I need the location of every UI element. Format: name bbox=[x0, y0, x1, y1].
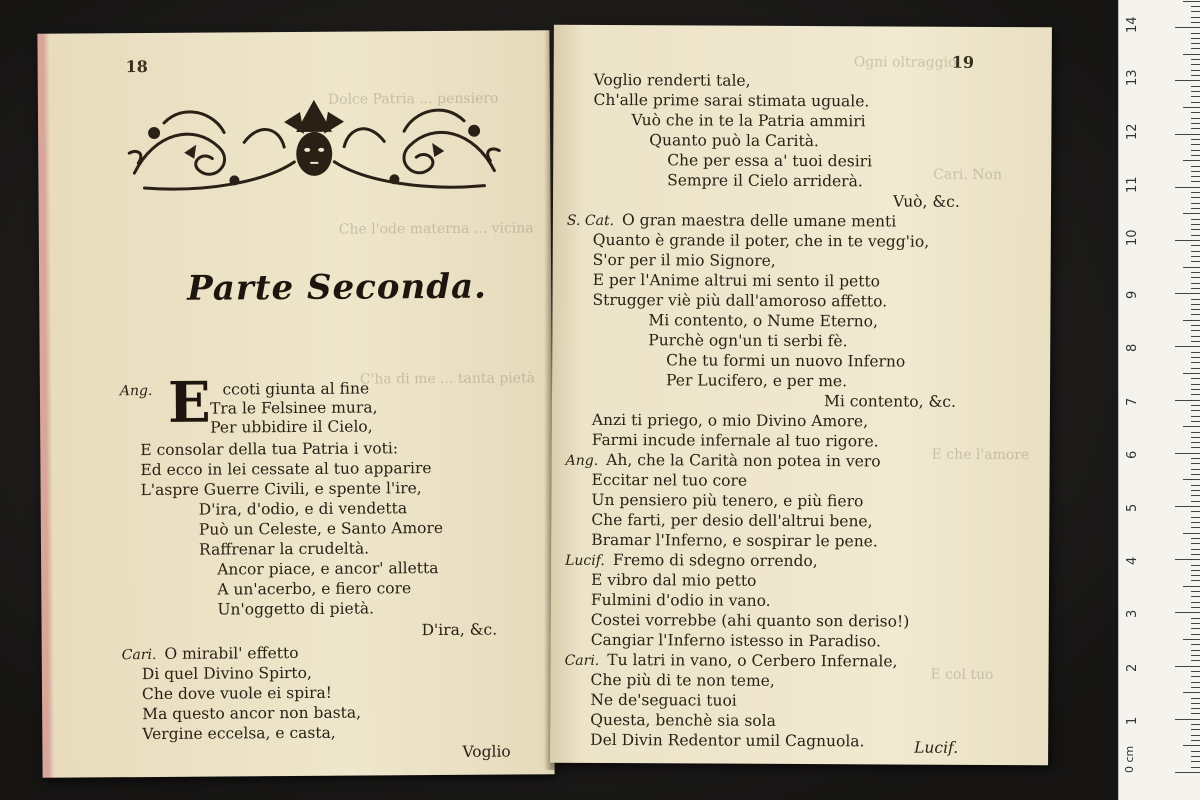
ruler-tick bbox=[1191, 245, 1200, 246]
ruler-tick bbox=[1191, 314, 1200, 315]
ruler-tick bbox=[1175, 453, 1200, 454]
ruler-tick bbox=[1191, 527, 1200, 528]
ruler-tick bbox=[1191, 655, 1200, 656]
text-line: Lucif. Fremo di sdegno orrendo, bbox=[565, 551, 818, 571]
text-line: Che farti, per desio dell'altrui bene, bbox=[591, 510, 873, 531]
ruler-tick bbox=[1191, 325, 1200, 326]
ruler-tick bbox=[1191, 416, 1200, 417]
text-line: Quanto può la Carità. bbox=[649, 131, 819, 151]
text-line: Che dove vuole ei spira! bbox=[141, 683, 333, 704]
ruler-tick bbox=[1191, 11, 1200, 12]
ruler-tick bbox=[1191, 33, 1200, 34]
ruler-tick bbox=[1191, 43, 1200, 44]
ruler-tick bbox=[1191, 86, 1200, 87]
ruler-tick bbox=[1175, 506, 1200, 507]
right-page-number: 19 bbox=[951, 52, 975, 72]
ruler-tick bbox=[1191, 698, 1200, 699]
ruler-tick bbox=[1183, 639, 1200, 640]
ruler-number: 11 bbox=[1125, 176, 1140, 193]
text-line: S. Cat. O gran maestra delle umane menti bbox=[566, 211, 897, 231]
ruler-tick bbox=[1191, 650, 1200, 651]
ruler-tick bbox=[1191, 596, 1200, 597]
ruler-tick bbox=[1191, 761, 1200, 762]
ruler-tick bbox=[1191, 272, 1200, 273]
text-line: Ch'alle prime sarai stimata uguale. bbox=[593, 90, 870, 111]
ruler-tick bbox=[1183, 533, 1200, 534]
text-line: Ancor piace, e ancor' alletta bbox=[217, 559, 439, 579]
text-line: Mi contento, &c. bbox=[823, 392, 956, 411]
ruler-tick bbox=[1191, 602, 1200, 603]
ruler-tick bbox=[1191, 144, 1200, 145]
ruler-tick bbox=[1191, 469, 1200, 470]
ruler-tick bbox=[1191, 767, 1200, 768]
ruler-tick bbox=[1183, 213, 1200, 214]
ruler-tick bbox=[1191, 575, 1200, 576]
ruler-tick bbox=[1191, 724, 1200, 725]
ruler-tick bbox=[1191, 634, 1200, 635]
ruler-tick bbox=[1183, 426, 1200, 427]
ruler-tick bbox=[1191, 330, 1200, 331]
text-line: Per ubbidire il Cielo, bbox=[210, 417, 373, 437]
ruler-tick bbox=[1191, 713, 1200, 714]
ruler-unit-label: 0 cm bbox=[1123, 745, 1136, 773]
ruler-tick bbox=[1191, 38, 1200, 39]
ruler-tick bbox=[1191, 283, 1200, 284]
text-line: Anzi ti priego, o mio Divino Amore, bbox=[591, 410, 869, 431]
ruler-tick bbox=[1175, 134, 1200, 135]
ruler-tick bbox=[1191, 394, 1200, 395]
text-line: Ang. Ah, che la Carità non potea in vero bbox=[565, 450, 881, 471]
ruler-tick bbox=[1191, 208, 1200, 209]
ruler-tick bbox=[1175, 400, 1200, 401]
ruler-tick bbox=[1191, 421, 1200, 422]
ruler-number: 1 bbox=[1125, 716, 1140, 725]
ruler-tick bbox=[1191, 299, 1200, 300]
ruler-tick bbox=[1191, 554, 1200, 555]
ruler-tick bbox=[1183, 160, 1200, 161]
text-line: Un'oggetto di pietà. bbox=[217, 599, 375, 619]
text-line: Vuò che in te la Patria ammiri bbox=[631, 111, 866, 131]
text-line: Purchè ogn'un ti serbi fè. bbox=[648, 331, 848, 351]
ruler-number: 7 bbox=[1125, 397, 1140, 406]
text-line: Un pensiero più tenero, e più fiero bbox=[591, 490, 864, 511]
catchword: Lucif. bbox=[914, 738, 959, 757]
ruler-tick bbox=[1191, 102, 1200, 103]
text-line: Cari. Tu latri in vano, o Cerbero Infernale, bbox=[564, 650, 898, 671]
ruler-tick bbox=[1191, 447, 1200, 448]
text-line: Tra le Felsinee mura, bbox=[209, 398, 378, 418]
ruler-tick bbox=[1191, 96, 1200, 97]
ruler-tick bbox=[1175, 27, 1200, 28]
ruler-number: 13 bbox=[1125, 69, 1140, 87]
ruler-tick bbox=[1191, 644, 1200, 645]
text-line: Costei vorrebbe (ahi quanto son deriso!) bbox=[590, 610, 910, 631]
text-line: Ma questo ancor non basta, bbox=[142, 703, 362, 724]
ruler-tick bbox=[1191, 261, 1200, 262]
ruler-tick bbox=[1183, 745, 1200, 746]
text-line: Può un Celeste, e Santo Amore bbox=[198, 518, 444, 539]
text-line: D'ira, d'odio, e di vendetta bbox=[198, 499, 408, 519]
ruler-tick bbox=[1191, 682, 1200, 683]
text-line: Per Lucifero, e per me. bbox=[666, 371, 848, 391]
ruler-tick bbox=[1183, 54, 1200, 55]
ruler-tick bbox=[1191, 22, 1200, 23]
ruler-tick bbox=[1191, 6, 1200, 7]
ruler-tick bbox=[1191, 580, 1200, 581]
ruler-tick bbox=[1191, 735, 1200, 736]
ruler-tick bbox=[1191, 463, 1200, 464]
ruler-tick bbox=[1191, 357, 1200, 358]
right-page: 19 Ogni oltraggio Cari. Non E che l'amore E col tuo Voglio renderti tale, Ch'alle prime sarai stimata uguale. Vuò che in te la Patria ammiri Quanto può la Carità. Che per essa a' tuoi desiri Sempre il Cielo arriderà. Vuò, &c. S. Cat. O gran maestra delle umane menti Quanto è grande il poter, che in te vegg'io, S'or per il mio Signore, E per l'Anime altrui mi sento il petto Strugger viè più dall'amoroso affetto. Mi contento, o Nume Eterno, Purchè ogn'un ti serbi fè. Che tu formi un nuovo Inferno Per Lucifero, e per me. Mi contento, &c. Anzi ti priego, o mio Divino Amore, Farmi incude infernale al tuo rigore. Ang. Ah, che la Carità non potea in vero Eccitar nel tuo core Un pensiero più tenero, e più fiero Che farti, per desio dell'altrui bene, Bramar l'Inferno, e sospirar le pene. Lucif. Fremo di sdegno orrendo, E vibro dal mio petto Fulmini d'odio in vano. Costei vorrebbe (ahi quanto son deriso!) Cangiar l'Inferno istesso in Paradiso. Cari. Tu latri in vano, o Cerbero Infernale, Che più di te non teme, Ne de'seguaci tuoi Questa, benchè sia sola Del Divin Redentor umil Cagnuola. Lucif. bbox=[550, 25, 1052, 766]
ruler-tick bbox=[1191, 538, 1200, 539]
catchword: Voglio bbox=[462, 742, 511, 761]
ruler-tick bbox=[1191, 671, 1200, 672]
left-page-number: 18 bbox=[125, 57, 148, 77]
ruler-number: 6 bbox=[1125, 450, 1140, 459]
ruler-tick bbox=[1191, 676, 1200, 677]
ruler-tick bbox=[1191, 17, 1200, 18]
ruler-number: 10 bbox=[1125, 229, 1140, 246]
ruler-tick bbox=[1191, 628, 1200, 629]
ruler-tick bbox=[1191, 341, 1200, 342]
text-line: D'ira, &c. bbox=[421, 620, 498, 640]
ruler-tick bbox=[1191, 288, 1200, 289]
ruler-tick bbox=[1191, 756, 1200, 757]
text-line: Sempre il Cielo arriderà. bbox=[667, 171, 863, 191]
text-line: Questa, benchè sia sola bbox=[590, 710, 776, 730]
ruler-tick bbox=[1191, 91, 1200, 92]
ruler-tick bbox=[1191, 64, 1200, 65]
ruler-tick bbox=[1191, 203, 1200, 204]
ruler-tick bbox=[1191, 192, 1200, 193]
text-line: Di quel Divino Spirto, bbox=[141, 663, 312, 684]
ruler-number: 4 bbox=[1125, 556, 1140, 566]
ruler-tick bbox=[1191, 437, 1200, 438]
ruler-tick bbox=[1191, 729, 1200, 730]
ruler-tick bbox=[1191, 139, 1200, 140]
ruler-tick bbox=[1191, 511, 1200, 512]
text-line: Strugger viè più dall'amoroso affetto. bbox=[592, 290, 888, 311]
text-line: E vibro dal mio petto bbox=[590, 570, 757, 590]
ruler-tick bbox=[1191, 623, 1200, 624]
text-line: Bramar l'Inferno, e sospirar le pene. bbox=[591, 530, 878, 551]
ruler-tick bbox=[1175, 719, 1200, 720]
ruler-tick bbox=[1191, 128, 1200, 129]
ruler-tick bbox=[1175, 666, 1200, 667]
ruler-tick bbox=[1175, 559, 1200, 560]
ruler-tick bbox=[1191, 378, 1200, 379]
ruler-tick bbox=[1191, 256, 1200, 257]
ruler-tick bbox=[1175, 772, 1200, 773]
ruler-tick bbox=[1191, 304, 1200, 305]
left-page: 18 Parte Seconda. Dolce Patria ... pensiero Che l'ode materna ... vicina C'ha di me ... tanta pietà E Ang. ccoti giunta al fine Tra le Felsinee mura, Per ubbidire il Cielo, E consolar della tua Patria i voti: Ed ecco in lei cessate al tuo apparire L'aspre Guerre Civili, e spente l'ire, D'ira, d'odio, e di vendetta Può un Celeste, e Santo Amore Raffrenar la crudeltà. Ancor piace, e ancor' alletta A un'acerbo, e fiero core Un'oggetto di pietà. D'ira, &c. Cari. O mirabil' effetto Di quel Divino Spirto, Che dove vuole ei spira! Ma questo ancor non basta, Vergine eccelsa, e casta, Voglio bbox=[37, 30, 554, 778]
ruler-tick bbox=[1191, 389, 1200, 390]
ruler-tick bbox=[1183, 107, 1200, 108]
ruler-tick bbox=[1191, 410, 1200, 411]
ruler-tick bbox=[1191, 229, 1200, 230]
ruler-tick bbox=[1175, 612, 1200, 613]
ruler-tick bbox=[1191, 155, 1200, 156]
ruler-tick bbox=[1191, 570, 1200, 571]
ruler-tick bbox=[1191, 490, 1200, 491]
ruler-number: 14 bbox=[1125, 16, 1140, 34]
text-line: Del Divin Redentor umil Cagnuola. bbox=[590, 730, 865, 751]
ruler-tick bbox=[1183, 586, 1200, 587]
ruler-tick bbox=[1191, 517, 1200, 518]
ruler-tick bbox=[1191, 181, 1200, 182]
ruler-tick bbox=[1183, 320, 1200, 321]
ruler-tick bbox=[1191, 485, 1200, 486]
ruler-tick bbox=[1191, 618, 1200, 619]
ruler-tick bbox=[1191, 224, 1200, 225]
drop-cap: E bbox=[167, 369, 211, 436]
ruler-tick bbox=[1191, 543, 1200, 544]
text-line: E per l'Anime altrui mi sento il petto bbox=[592, 270, 881, 291]
text-line: Cangiar l'Inferno istesso in Paradiso. bbox=[590, 630, 881, 651]
text-line: Raffrenar la crudeltà. bbox=[198, 539, 370, 559]
ruler-tick bbox=[1191, 384, 1200, 385]
ruler-tick bbox=[1191, 70, 1200, 71]
ruler-tick bbox=[1175, 80, 1200, 81]
ruler-tick bbox=[1191, 751, 1200, 752]
ruler-tick bbox=[1175, 240, 1200, 241]
ruler-tick bbox=[1191, 48, 1200, 49]
ruler-tick bbox=[1191, 687, 1200, 688]
ruler-tick bbox=[1191, 112, 1200, 113]
ruler-tick bbox=[1191, 522, 1200, 523]
ruler-tick bbox=[1191, 176, 1200, 177]
ruler-tick bbox=[1175, 187, 1200, 188]
text-line: Ne de'seguaci tuoi bbox=[590, 690, 737, 710]
text-line: E consolar della tua Patria i voti: bbox=[140, 439, 399, 460]
ruler-tick bbox=[1183, 692, 1200, 693]
text-line: Ang. ccoti giunta al fine bbox=[119, 379, 370, 400]
ruler-tick bbox=[1183, 479, 1200, 480]
ruler-number: 5 bbox=[1125, 503, 1140, 512]
ruler-tick bbox=[1191, 591, 1200, 592]
ruler-tick bbox=[1175, 293, 1200, 294]
text-line: Mi contento, o Nume Eterno, bbox=[648, 311, 878, 331]
text-line: Che per essa a' tuoi desiri bbox=[667, 151, 873, 171]
ruler-tick bbox=[1191, 150, 1200, 151]
ruler-tick bbox=[1183, 373, 1200, 374]
ruler-tick bbox=[1191, 565, 1200, 566]
text-line: Che tu formi un nuovo Inferno bbox=[666, 351, 906, 371]
ruler-tick bbox=[1175, 346, 1200, 347]
text-line: Cari. O mirabil' effetto bbox=[121, 643, 299, 664]
ruler-tick bbox=[1191, 362, 1200, 363]
measurement-ruler bbox=[1118, 0, 1200, 800]
ruler-tick bbox=[1191, 59, 1200, 60]
ruler-number: 9 bbox=[1125, 290, 1140, 300]
text-line: Fulmini d'odio in vano. bbox=[590, 590, 771, 610]
text-line: Vuò, &c. bbox=[892, 192, 960, 211]
text-line: S'or per il mio Signore, bbox=[592, 250, 776, 270]
ruler-tick bbox=[1191, 740, 1200, 741]
ruler-tick bbox=[1191, 171, 1200, 172]
ruler-tick bbox=[1191, 495, 1200, 496]
ruler-tick bbox=[1191, 368, 1200, 369]
ruler-tick bbox=[1191, 197, 1200, 198]
ruler-tick bbox=[1191, 118, 1200, 119]
text-line: A un'acerbo, e fiero core bbox=[217, 579, 412, 599]
ruler-tick bbox=[1191, 336, 1200, 337]
ruler-tick bbox=[1191, 432, 1200, 433]
ruler-tick bbox=[1191, 405, 1200, 406]
ruler-tick bbox=[1191, 277, 1200, 278]
ruler-number: 12 bbox=[1125, 123, 1140, 140]
ruler-tick bbox=[1191, 442, 1200, 443]
text-line: L'aspre Guerre Civili, e spente l'ire, bbox=[140, 479, 422, 500]
text-line: Ed ecco in lei cessate al tuo apparire bbox=[140, 459, 432, 480]
ruler-number: 3 bbox=[1125, 610, 1140, 619]
ruler-tick bbox=[1191, 501, 1200, 502]
text-line: Che più di te non teme, bbox=[590, 670, 775, 690]
text-line: Voglio renderti tale, bbox=[593, 70, 751, 90]
ruler-tick bbox=[1183, 1, 1200, 2]
ruler-tick bbox=[1191, 549, 1200, 550]
text-line: Farmi incude infernale al tuo rigore. bbox=[591, 430, 879, 451]
ruler-tick bbox=[1191, 352, 1200, 353]
ruler-tick bbox=[1191, 607, 1200, 608]
ruler-tick bbox=[1191, 474, 1200, 475]
ruler-tick bbox=[1191, 251, 1200, 252]
ruler-tick bbox=[1191, 166, 1200, 167]
text-line: Vergine eccelsa, e casta, bbox=[142, 723, 336, 744]
ruler-tick bbox=[1191, 660, 1200, 661]
ruler-tick bbox=[1191, 458, 1200, 459]
text-line: Eccitar nel tuo core bbox=[591, 470, 748, 490]
ruler-tick bbox=[1191, 75, 1200, 76]
ruler-tick bbox=[1191, 703, 1200, 704]
ruler-number: 2 bbox=[1125, 663, 1140, 672]
ruler-tick bbox=[1191, 219, 1200, 220]
ruler-tick bbox=[1183, 267, 1200, 268]
ruler-tick bbox=[1191, 235, 1200, 236]
ruler-tick bbox=[1191, 309, 1200, 310]
ruler-number: 8 bbox=[1125, 344, 1140, 353]
text-line: Quanto è grande il poter, che in te vegg'io, bbox=[592, 230, 930, 251]
section-title: Parte Seconda. bbox=[187, 266, 488, 309]
ruler-tick bbox=[1191, 708, 1200, 709]
ruler-tick bbox=[1191, 123, 1200, 124]
